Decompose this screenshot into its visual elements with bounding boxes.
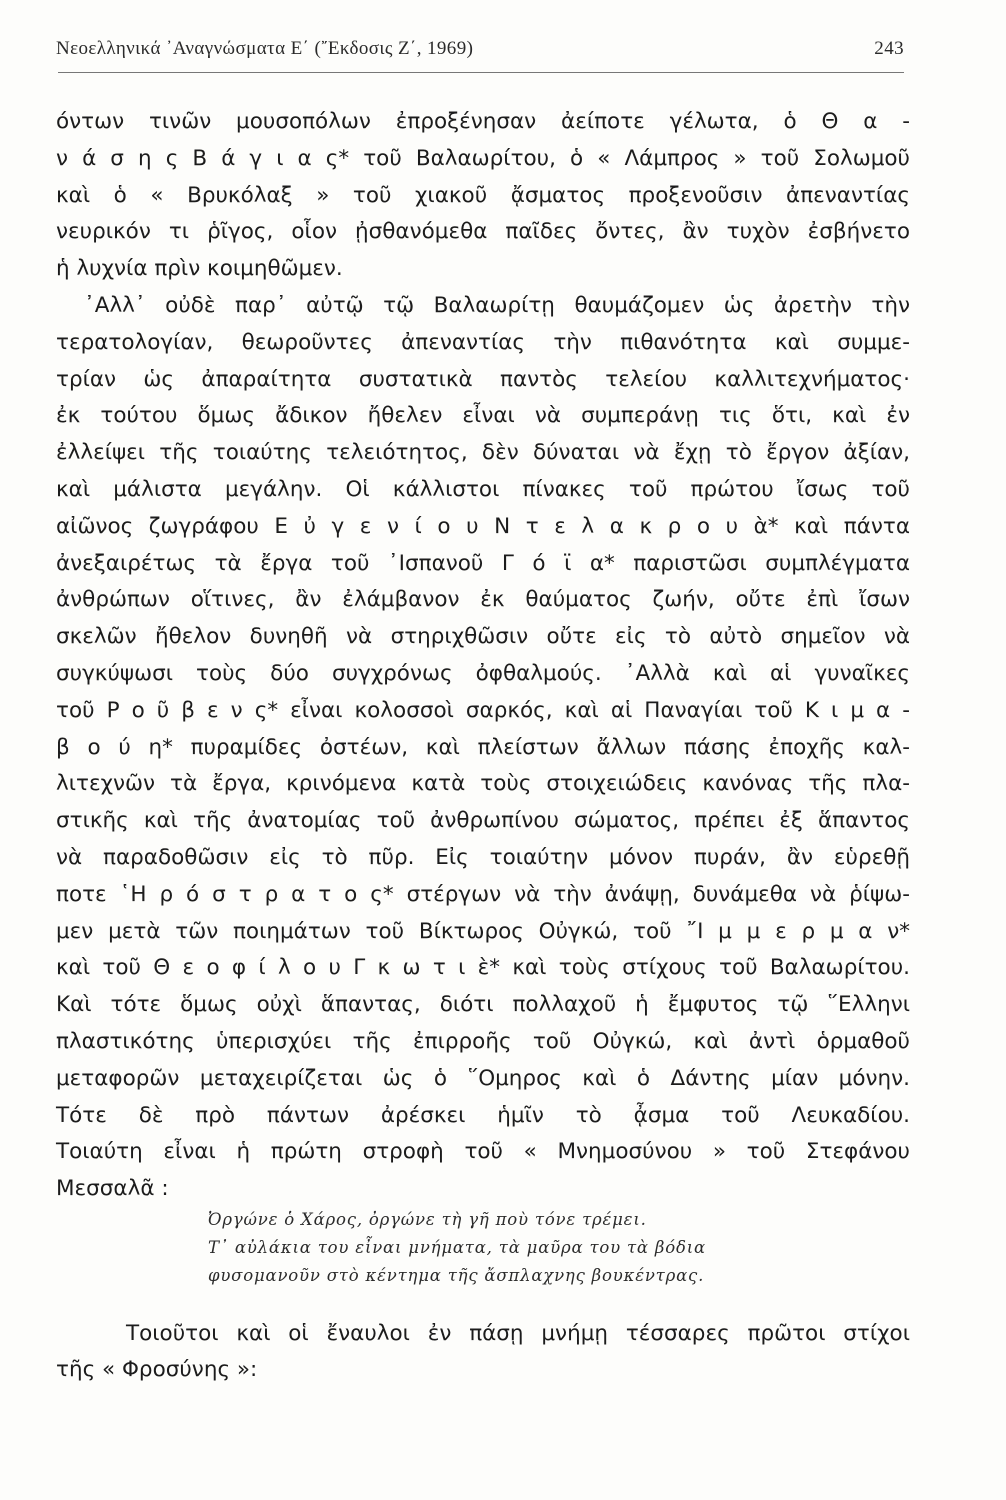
poem-line: φυσομανοῦν στὸ κέντημα τῆς ἄσπλαχνης βουκέντρας. bbox=[208, 1266, 705, 1285]
page-number: 243 bbox=[874, 38, 904, 59]
text-line: ν ά σ η ς Β ά γ ι α ς* τοῦ Βαλαωρίτου, ὁ « Λάμπρος » τοῦ Σολωμοῦ bbox=[56, 145, 910, 171]
text-line: τῆς « Φροσύνης »: bbox=[56, 1357, 258, 1382]
text-line: ἡ λυχνία πρὶν κοιμηθῶμεν. bbox=[56, 256, 343, 282]
text-line: ἀνθρώπων οἵτινες, ἂν ἐλάμβανον ἐκ θαύματος ζωήν, οὔτε ἐπὶ ἴσων bbox=[56, 587, 910, 613]
text-line: Μεσσαλᾶ : bbox=[56, 1176, 169, 1202]
text-line: ἐλλείψει τῆς τοιαύτης τελειότητος, δὲν δύναται νὰ ἔχῃ τὸ ἔργον ἀξίαν, bbox=[56, 440, 910, 466]
text-line: μεταφορῶν μεταχειρίζεται ὡς ὁ ῞Ομηρος καὶ ὁ Δάντης μίαν μόνην. bbox=[56, 1065, 910, 1091]
paragraph-2 bbox=[56, 288, 910, 1208]
poem-line: Τ᾿ αὐλάκια του εἶναι μνήματα, τὰ μαῦρα του τὰ βόδια bbox=[208, 1238, 706, 1257]
running-header-title: Νεοελληνικά ᾿Αναγνώσματα Ε΄ (῎Εκδοσις Ζ΄, 1969) bbox=[56, 38, 474, 59]
header-rule bbox=[58, 72, 904, 73]
text-line: τερατολογίαν, θεωροῦντες ἀπεναντίας τὴν πιθανότητα καὶ συμμε- bbox=[56, 329, 910, 355]
text-line: Καὶ τότε ὅμως οὐχὶ ἅπαντας, διότι πολλαχοῦ ἡ ἔμφυτος τῷ ῞Ελληνι bbox=[56, 992, 910, 1018]
text-line: καὶ ὁ « Βρυκόλαξ » τοῦ χιακοῦ ᾄσματος προξενοῦσιν ἀπεναντίας bbox=[56, 182, 910, 208]
paragraph-1 bbox=[56, 104, 910, 288]
poem-line: Ὀργώνε ὁ Χάρος, ὀργώνε τὴ γῆ ποὺ τόνε τρέμει. bbox=[208, 1210, 647, 1229]
text-line: λιτεχνῶν τὰ ἔργα, κρινόμενα κατὰ τοὺς στοιχειώδεις κανόνας τῆς πλα- bbox=[56, 771, 910, 797]
text-line: ποτε ῾Η ρ ό σ τ ρ α τ ο ς* στέργων νὰ τὴν ἀνάψῃ, δυνάμεθα νὰ ῥίψω- bbox=[56, 881, 910, 907]
body-text bbox=[56, 104, 910, 1208]
text-line: σκελῶν ἤθελον δυνηθῆ νὰ στηριχθῶσιν οὔτε εἰς τὸ αὐτὸ σημεῖον νὰ bbox=[56, 624, 910, 650]
running-header bbox=[56, 36, 904, 66]
text-line: ᾿Αλλ᾿ οὐδὲ παρ᾿ αὐτῷ τῷ Βαλαωρίτῃ θαυμάζομεν ὡς ἀρετὴν τὴν bbox=[84, 292, 910, 318]
text-line: καὶ μάλιστα μεγάλην. Οἱ κάλλιστοι πίνακες τοῦ πρώτου ἴσως τοῦ bbox=[56, 476, 910, 502]
text-line: τοῦ Ρ ο ῦ β ε ν ς* εἶναι κολοσσοὶ σαρκός, καὶ αἱ Παναγίαι τοῦ Κ ι μ α - bbox=[56, 697, 910, 723]
text-line: β ο ύ η* πυραμίδες ὀστέων, καὶ πλείστων ἄλλων πάσης ἐποχῆς καλ- bbox=[56, 734, 910, 760]
text-line: νευρικόν τι ῥῖγος, οἷον ᾐσθανόμεθα παῖδες ὄντες, ἂν τυχὸν ἐσβήνετο bbox=[56, 219, 910, 245]
poem-quote bbox=[208, 1206, 848, 1290]
text-line: νὰ παραδοθῶσιν εἰς τὸ πῦρ. Εἰς τοιαύτην μόνον πυράν, ἂν εὑρεθῇ bbox=[56, 844, 910, 870]
text-line: μεν μετὰ τῶν ποιημάτων τοῦ Βίκτωρος Οὐγκώ, τοῦ ῎Ι μ μ ε ρ μ α ν* bbox=[56, 918, 910, 944]
text-line: ἀνεξαιρέτως τὰ ἔργα τοῦ ᾿Ισπανοῦ Γ ό ϊ α* παριστῶσι συμπλέγματα bbox=[56, 550, 910, 576]
text-line: Τότε δὲ πρὸ πάντων ἀρέσκει ἡμῖν τὸ ᾆσμα τοῦ Λευκαδίου. bbox=[56, 1102, 910, 1128]
closing-paragraph bbox=[56, 1316, 910, 1388]
text-line: καὶ τοῦ Θ ε ο φ ί λ ο υ Γ κ ω τ ι ὲ* καὶ τοὺς στίχους τοῦ Βαλαωρίτου. bbox=[56, 955, 910, 981]
text-line: αἰῶνος ζωγράφου Ε ὐ γ ε ν ί ο υ Ν τ ε λ α κ ρ ο υ ὰ* καὶ πάντα bbox=[56, 513, 910, 539]
text-line: Τοιαύτη εἶναι ἡ πρώτη στροφὴ τοῦ « Μνημοσύνου » τοῦ Στεφάνου bbox=[56, 1139, 910, 1165]
text-line: τρίαν ὡς ἀπαραίτητα συστατικὰ παντὸς τελείου καλλιτεχνήματος· bbox=[56, 366, 910, 392]
text-line: συγκύψωσι τοὺς δύο συγχρόνως ὀφθαλμούς. ᾿Αλλὰ καὶ αἱ γυναῖκες bbox=[56, 660, 910, 686]
text-line: πλαστικότης ὑπερισχύει τῆς ἐπιρροῆς τοῦ Οὐγκώ, καὶ ἀντὶ ὁρμαθοῦ bbox=[56, 1028, 910, 1054]
text-line: όντων τινῶν μουσοπόλων ἐπροξένησαν ἀείποτε γέλωτα, ὁ Θ α - bbox=[56, 109, 910, 134]
text-line: στικῆς καὶ τῆς ἀνατομίας τοῦ ἀνθρωπίνου σώματος, πρέπει ἐξ ἅπαντος bbox=[56, 808, 910, 834]
text-line: Τοιοῦτοι καὶ οἱ ἔναυλοι ἐν πάσῃ μνήμῃ τέσσαρες πρῶτοι στίχοι bbox=[126, 1321, 910, 1346]
text-line: ἐκ τούτου ὅμως ἄδικον ἤθελεν εἶναι νὰ συμπεράνῃ τις ὅτι, καὶ ἐν bbox=[56, 403, 910, 429]
